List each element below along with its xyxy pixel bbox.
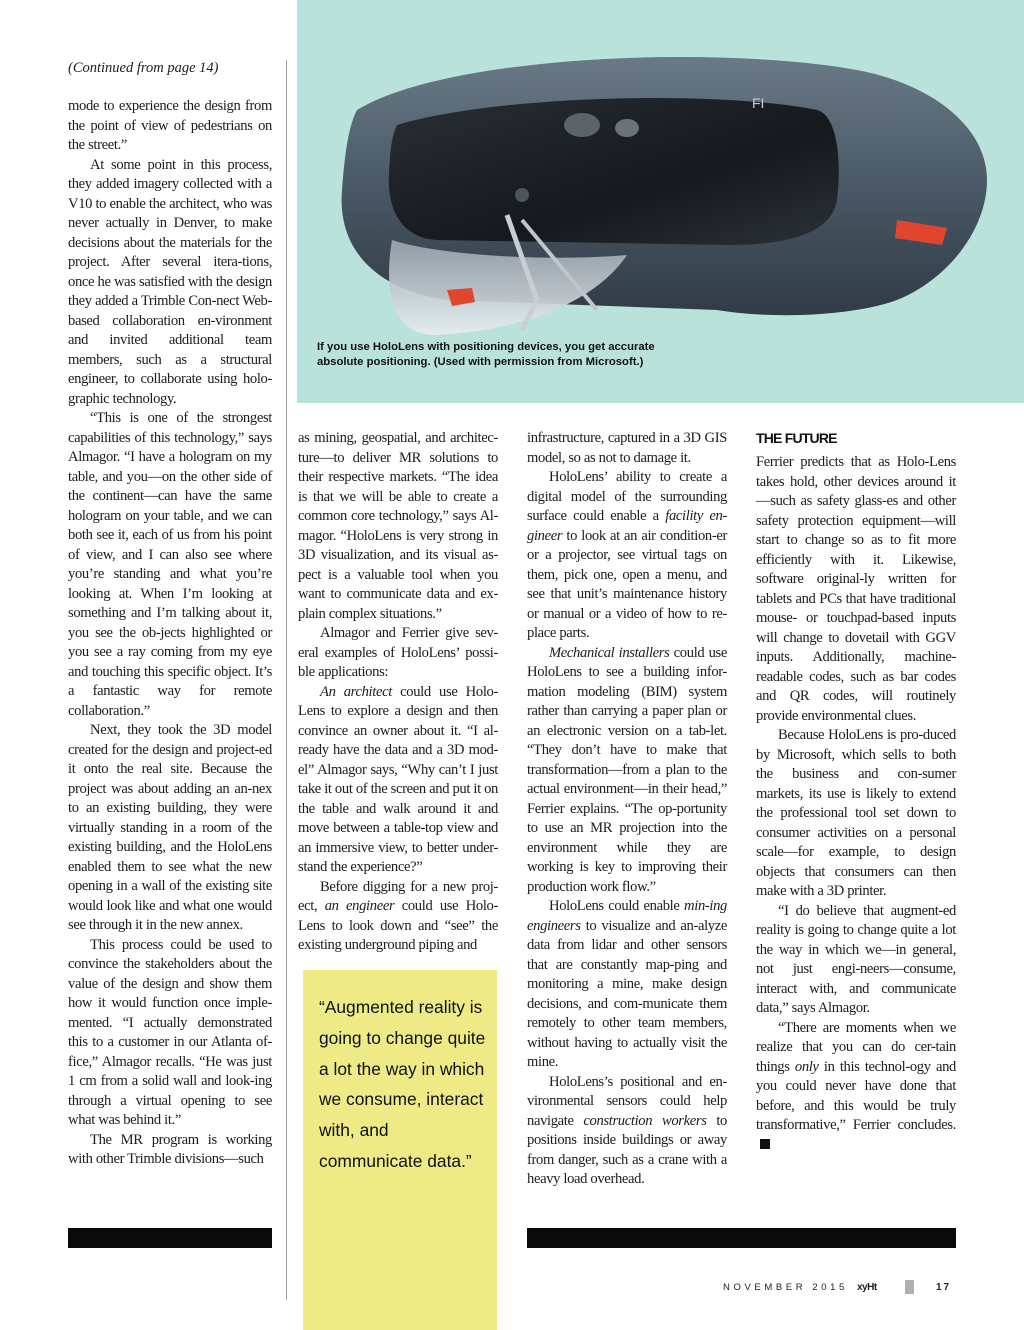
paragraph: Next, they took the 3D model created for the design and project-ed it onto the real site. Because the project was about adding an an-nex to an existing building, they were virtually standing in a room of the existing building, and the HoloLens enabled them to see what the new opening in a wall of the existing site would look like and what one would see through it in the new annex. xyxy=(68,722,272,933)
paragraph: infrastructure, captured in a 3D GIS model, so as not to damage it. xyxy=(527,430,727,466)
paragraph-text: HoloLens’ ability to create a digital model of the surrounding surface could enable a xyxy=(527,469,727,524)
caption-line-2: absolute positioning. (Used with permission from Microsoft.) xyxy=(317,356,644,368)
article-column-1 xyxy=(68,97,272,1170)
paragraph-text: to positions inside buildings or away from danger, such as a crane with a heavy load overhead. xyxy=(527,1112,727,1187)
paragraph: “I do believe that augment-ed reality is going to change quite a lot the way in which we—in general, not just engi-neers—consume, interact with, and communicate data,” says Almagor. xyxy=(756,902,956,1016)
paragraph: The MR program is working with other Trimble divisions—such xyxy=(68,1131,272,1167)
paragraph xyxy=(527,897,727,1073)
paragraph: mode to experience the design from the point of view of pedestrians on the street.” xyxy=(68,98,272,153)
paragraph: Because HoloLens is pro-duced by Microsoft, which sells to both the business and con-sumer markets, its use is likely to extend the professional tool set down to consumer activities on a personal scale—for example, to design objects that consumers can then make with a 3D printer. xyxy=(756,727,956,899)
emphasis: An architect xyxy=(320,683,392,700)
footer-separator xyxy=(905,1280,914,1294)
paragraph: as mining, geospatial, and architec-ture—to deliver MR solutions to their respective markets. “The idea is that we will be able to create a common core technology,” says Al-magor. “HoloLens is very strong in 3D visualization, and its visual as-pect is a valuable tool when you want to communicate data and ex-plain complex situations.” xyxy=(298,430,498,622)
continued-label: (Continued from page 14) xyxy=(68,60,219,76)
paragraph-text: to visualize and an-alyze data from lidar and other sensors that are constantly map-ping and monitoring a mine, make design decisions, and com-municate them remotely to other team members, without having to actually visit the mine. xyxy=(527,917,727,1070)
end-mark-icon xyxy=(760,1139,770,1149)
emphasis: only xyxy=(794,1058,819,1075)
paragraph: Ferrier predicts that as Holo-Lens takes hold, other devices around it—such as safety glass-es and other safety protection equipment—will start to change so as to fit more efficiently with it. Likewise, software original-ly written for tablets and PCs that have traditional mouse- or touchpad-based inputs will change to dovetail with GGV inputs. Additionally, machine-readable codes, such as bar codes and QR codes, will routinely provide environmental clues. xyxy=(756,454,956,724)
caption-line-1: If you use HoloLens with positioning devices, you get accurate xyxy=(317,341,655,353)
paragraph-text: could use Holo-Lens to explore a design and then convince an owner about it. “I al-ready have the data and a 3D mod-el” Almagor says, “Why can’t I just take it out of the screen and put it on the table and walk around it and move between a table-top view and an immersive view, to better under-stand the experience?” xyxy=(298,683,498,875)
emphasis: min-ing engineers xyxy=(527,898,727,934)
paragraph xyxy=(756,1019,956,1156)
column-divider xyxy=(286,60,287,1300)
article-column-3 xyxy=(527,429,727,1190)
paragraph: “This is one of the strongest capabilities of this technology,” says Almagor. “I have a hologram on my table, and you—on the other side of the continent—can have the same hologram on your table, and we can both see it, each of us from his point of view, and I can also see where you’re standing and what you’re looking at. When I’m looking at something and I’m talking about it, you see the ob-jects highlighted or you see a ray coming from my eye and touching this specific object. It’s a fantastic way for remote collaboration.” xyxy=(68,410,272,719)
pull-quote: “Augmented reality is going to change quite a lot the way in which we consume, interact with, and communicate data.” xyxy=(319,997,486,1171)
paragraph-text: “There are moments when we realize that you can do cer-tain things xyxy=(756,1019,956,1075)
pull-quote-box xyxy=(303,970,497,1330)
paragraph-text: Before digging for a new proj-ect, xyxy=(298,878,498,914)
paragraph-text: could use HoloLens to see a building infor-mation modeling (BIM) system rather than carrying a paper plan or an electronic version on a tab-let. “They don’t have to make that transformation—from a plan to the actual environment—in their head,” Ferrier explains. “The op-portunity to use an MR projection into the environment while they are working is key to improving their production work flow.” xyxy=(527,644,727,895)
paragraph-text: could use Holo-Lens to look down and “see” the existing underground piping and xyxy=(298,898,498,953)
emphasis: Mechanical installers xyxy=(549,644,670,661)
page-number: 17 xyxy=(936,1282,952,1293)
paragraph-text: HoloLens could enable xyxy=(549,898,685,914)
photo-caption xyxy=(317,340,1007,370)
footer-bar-right xyxy=(527,1228,956,1248)
emphasis: construction workers xyxy=(583,1112,707,1129)
paragraph-text: in this technol-ogy and you could never have done that before, and this would be truly transformative,” Ferrier concludes. xyxy=(756,1058,956,1133)
article-column-4 xyxy=(756,429,956,1155)
paragraph xyxy=(527,468,727,644)
emphasis: facility en-gineer xyxy=(527,508,728,544)
paragraph xyxy=(527,644,727,898)
paragraph xyxy=(298,878,498,956)
footer-bar-left xyxy=(68,1228,272,1248)
footer-date: NOVEMBER 2015 xyxy=(723,1282,848,1293)
footer-magazine: xyHt xyxy=(857,1282,877,1293)
paragraph: At some point in this process, they added imagery collected with a V10 to enable the architect, who was never actually in Denver, to make decisions about the materials for the project. After several itera-tions, once he was satisfied with the design they added a Trimble Con-nect Web-based collaboration en-vironment and invited additional team members, such as a structural engineer, to collaborate using holo-graphic technology. xyxy=(68,156,272,407)
paragraph: This process could be used to convince the stakeholders about the value of the design and show them how it would function once imple-mented. “I actually demonstrated this to a customer in our Atlanta of-fice,” Almagor recalls. “He was just 1 cm from a solid wall and look-ing through a virtual opening to see what was behind it.” xyxy=(68,936,272,1128)
paragraph-text: HoloLens’s positional and en-vironmental sensors could help navigate xyxy=(527,1073,727,1129)
section-heading: THE FUTURE xyxy=(756,430,837,446)
svg-text:FI: FI xyxy=(752,95,765,111)
paragraph-text: to look at an air condition-er or a projector, see virtual tags on them, pick one, open a menu, and see that unit’s maintenance history or manual or a video of how to re-place parts. xyxy=(527,527,727,641)
emphasis: an engineer xyxy=(324,898,395,914)
paragraph xyxy=(527,1073,727,1190)
paragraph: Almagor and Ferrier give sev-eral examples of HoloLens’ possi-ble applications: xyxy=(298,625,498,680)
paragraph xyxy=(298,683,498,878)
article-column-2 xyxy=(298,429,498,956)
